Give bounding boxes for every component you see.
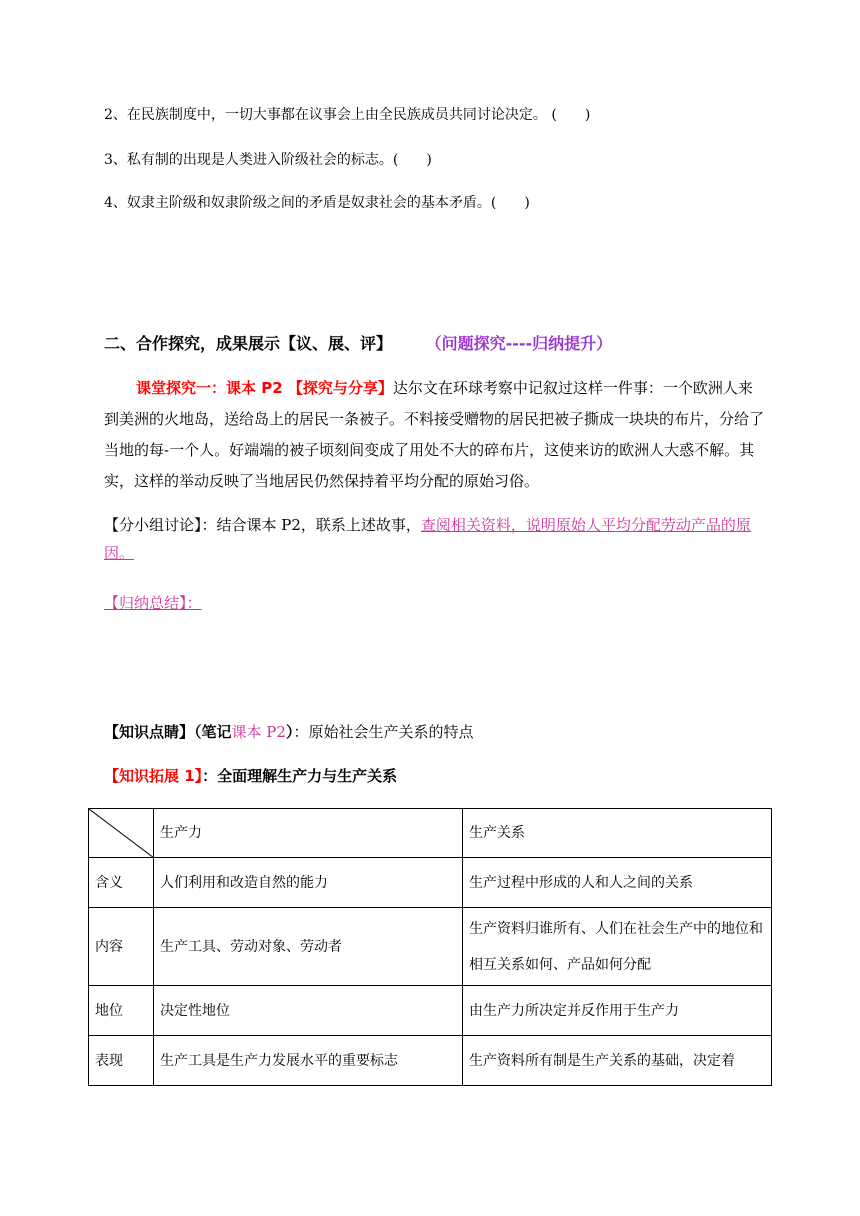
table-row [89, 908, 772, 986]
question-3: 3、私有制的出现是人类进入阶级社会的标志。( ) [104, 152, 432, 168]
question-4: 4、奴隶主阶级和奴隶阶级之间的矛盾是奴隶社会的基本矛盾。( ) [104, 195, 530, 211]
table-cell: 生产过程中形成的人和人之间的关系 [463, 858, 772, 908]
knowledge-note-open: （笔记 [194, 723, 232, 741]
diagonal-line-icon [89, 809, 154, 858]
table-row-label: 内容 [89, 908, 154, 986]
table-row [89, 1036, 772, 1086]
section-heading [104, 331, 612, 354]
knowledge-note-close: ） [285, 723, 294, 741]
table-cell: 人们利用和改造自然的能力 [154, 858, 463, 908]
comparison-table [88, 808, 772, 1086]
table-row-label: 表现 [89, 1036, 154, 1086]
knowledge-point-label: 【知识点睛】 [104, 723, 195, 741]
section-heading-text: 二、合作探究，成果展示【议、展、评】 [104, 334, 393, 353]
table-cell: 由生产力所决定并反作用于生产力 [463, 986, 772, 1036]
table-cell: 生产资料归谁所有、人们在社会生产中的地位和相互关系如何、产品如何分配 [463, 908, 772, 986]
extension-text: ：全面理解生产力与生产关系 [202, 767, 398, 785]
table-header-productivity: 生产力 [154, 809, 463, 858]
knowledge-point-text: ：原始社会生产关系的特点 [293, 723, 474, 741]
table-cell: 生产工具、劳动对象、劳动者 [154, 908, 463, 986]
table-row [89, 858, 772, 908]
discussion-label: 【分小组讨论】： [104, 516, 217, 534]
table-cell: 生产工具是生产力发展水平的重要标志 [154, 1036, 463, 1086]
summary-label: 【归纳总结】： [104, 594, 202, 612]
table-row-label: 地位 [89, 986, 154, 1036]
knowledge-point [104, 721, 473, 742]
inquiry-text: 达尔文在环球考察中记叙过这样一件事：一个欧洲人来到美洲的火地岛，送给岛上的居民一条被子。不料接受赠物的居民把被子撕成一块块的布片，分给了当地的每-一个人。好端端的被子顷刻间变成了用处不大的碎布片，这使来访的欧洲人大惑不解。其实，这样的举动反映了当地居民仍然保持着平均分配的原始习俗。 [104, 379, 765, 490]
section-subheading: （问题探究----归纳提升） [425, 334, 613, 353]
table-corner-cell [89, 809, 154, 858]
extension-label: 【知识拓展 1】 [104, 767, 203, 785]
table-header-relations: 生产关系 [463, 809, 772, 858]
inquiry-paragraph [104, 373, 764, 497]
extension [104, 765, 397, 786]
question-2: 2、在民族制度中，一切大事都在议事会上由全民族成员共同讨论决定。 ( ) [104, 107, 591, 123]
discussion-paragraph [104, 511, 764, 567]
discussion-task: 查阅相关资料，说明原始人平均分配劳动产品的原因。 [104, 516, 751, 562]
table-cell: 决定性地位 [154, 986, 463, 1036]
table-row-label: 含义 [89, 858, 154, 908]
discussion-text: 结合课本 P2，联系上述故事， [216, 516, 421, 534]
table-cell: 生产资料所有制是生产关系的基础，决定着 [463, 1036, 772, 1086]
knowledge-note-ref: 课本 P2 [231, 723, 286, 741]
inquiry-label: 课堂探究一：课本 P2 【探究与分享】 [136, 379, 393, 397]
table-header-row [89, 809, 772, 858]
table-row [89, 986, 772, 1036]
